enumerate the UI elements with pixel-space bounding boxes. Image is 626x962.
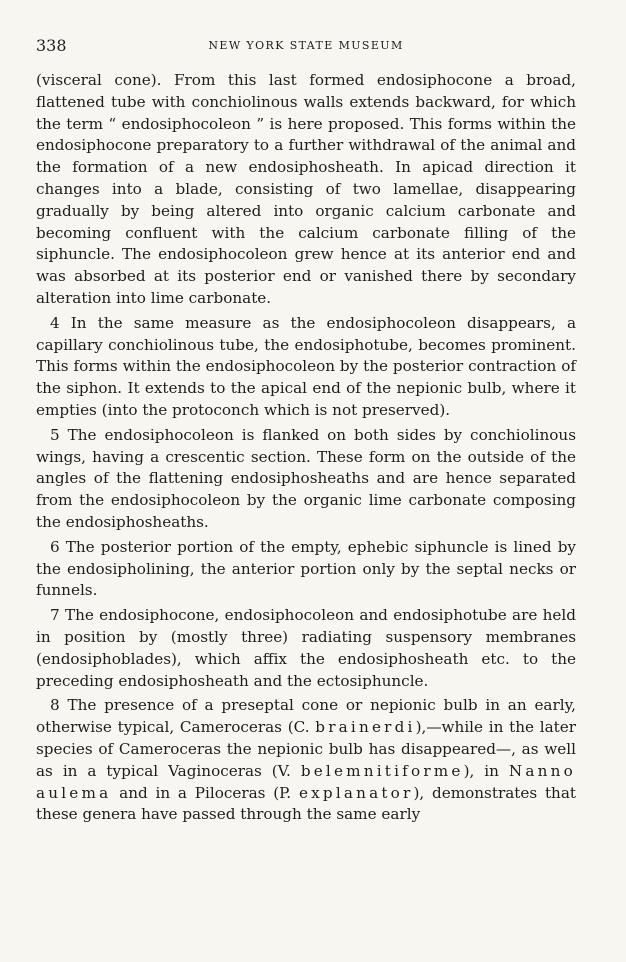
- paragraph-8-segment: 8 The presence of a preseptal cone or nepionic bulb in an early, otherwise typical, Cameroceras (C.: [36, 696, 576, 737]
- paragraph-7: 7 The endosiphocone, endosiphocoleon and endosiphotube are held in position by (mostly three) radiating suspensory membranes (endosiphoblades), which affix the endosiphosheath etc. to the preceding endosiphosheath and the ectosiphuncle.: [36, 606, 576, 690]
- paragraph-5: 5 The endosiphocoleon is flanked on both sides by conchiolinous wings, having a crescentic section. These form on the outside of the angles of the flattening endosiphosheaths and are hence separated from the endosiphocoleon by the organic lime carbonate composing the endosiphosheaths.: [36, 425, 576, 531]
- running-title: NEW YORK STATE MUSEUM: [208, 39, 404, 52]
- paragraph-8-segment: and in a Piloceras (P.: [111, 783, 299, 802]
- page-number: 338: [36, 36, 67, 55]
- page-header: [36, 36, 576, 60]
- paragraph-6: 6 The posterior portion of the empty, ephebic siphuncle is lined by the endosipholining, the anterior portion only by the septal necks or funnels.: [36, 537, 576, 600]
- paragraph-8-segment: ), demonstrates that these genera have passed through the same early: [36, 783, 576, 824]
- paragraph-8-segment: ),—while in the later species of Cameroceras the nepionic bulb has disappeared—, as well as in a typical Vaginoceras (V.: [36, 718, 577, 780]
- document-page: [36, 36, 576, 829]
- paragraph-8-segment: ), in: [463, 761, 509, 780]
- species-name-brainerdi: brainerdi: [315, 718, 416, 737]
- paragraph-visceral-cone: (visceral cone). From this last formed endosiphocone a broad, flattened tube with conchiolinous walls extends backward, for which the term “ endosiphocoleon ” is here proposed. This forms within the endosiphocone preparatory to a further withdrawal of the animal and the formation of a new endosiphosheath. In apicad direction it changes into a blade, consisting of two lamellae, disappearing gradually by being altered into organic calcium carbonate and becoming confluent with the calcium carbonate filling of the siphuncle. The endosiphocoleon grew hence at its anterior end and was absorbed at its posterior end or vanished there by secondary alteration into lime carbonate.: [36, 71, 576, 307]
- paragraph-8: [36, 695, 576, 826]
- paragraph-4: 4 In the same measure as the endosiphocoleon disappears, a capillary conchiolinous tube, the endosiphotube, becomes prominent. This forms within the endosiphocoleon by the posterior contraction of the siphon. It extends to the apical end of the nepionic bulb, where it empties (into the protoconch which is not preserved).: [36, 313, 576, 419]
- species-name-nanno-aulema: Nanno aulema: [36, 761, 576, 802]
- species-name-explanator: explanator: [298, 783, 414, 802]
- species-name-belemnitiforme: belemnitiforme: [300, 761, 464, 780]
